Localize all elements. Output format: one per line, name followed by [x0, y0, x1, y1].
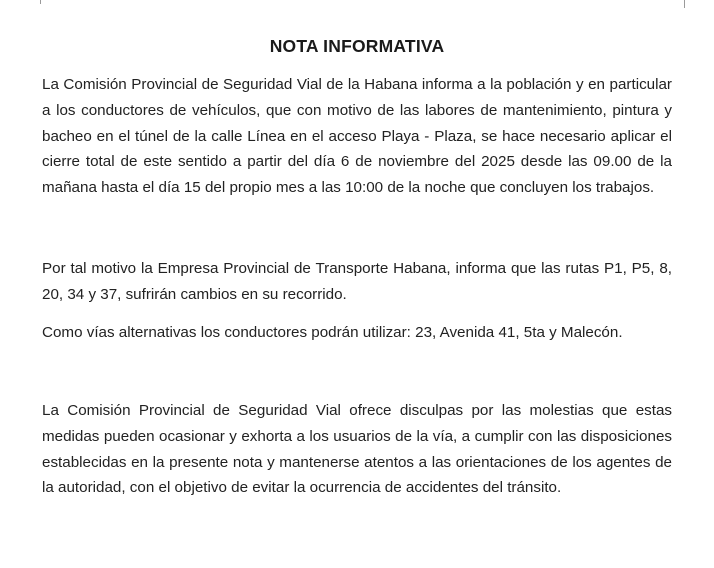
- page-edge-mark-right: [684, 0, 685, 8]
- paragraph-closure-notice: La Comisión Provincial de Seguridad Vial de la Habana informa a la población y en particular a los conductores de vehículos, que con motivo de las labores de mantenimiento, pintura y bacheo en el túnel de la calle Línea en el acceso Playa - Plaza, se hace necesario aplicar el cierre total de este sentido a partir del día 6 de noviembre del 2025 desde las 09.00 de la mañana hasta el día 15 del propio mes a las 10:00 de la noche que concluyen los trabajos.: [42, 76, 672, 197]
- paragraph-bus-routes: Por tal motivo la Empresa Provincial de Transporte Habana, informa que las rutas P1, P5, 8, 20, 34 y 37, sufrirán cambios en su recorrido.: [42, 260, 672, 303]
- document-title: NOTA INFORMATIVA: [269, 36, 445, 56]
- page-edge-mark-left: [40, 0, 41, 4]
- paragraph-apology: La Comisión Provincial de Seguridad Vial ofrece disculpas por las molestias que estas medidas pueden ocasionar y exhorta a los usuarios de la vía, a cumplir con las disposiciones establecidas en la presente nota y mantenerse atentos a las orientaciones de los agentes de la autoridad, con el objetivo de evitar la ocurrencia de accidentes del tránsito.: [42, 402, 672, 497]
- paragraph-alternative-routes: Como vías alternativas los conductores podrán utilizar: 23, Avenida 41, 5ta y Malecón.: [42, 324, 623, 341]
